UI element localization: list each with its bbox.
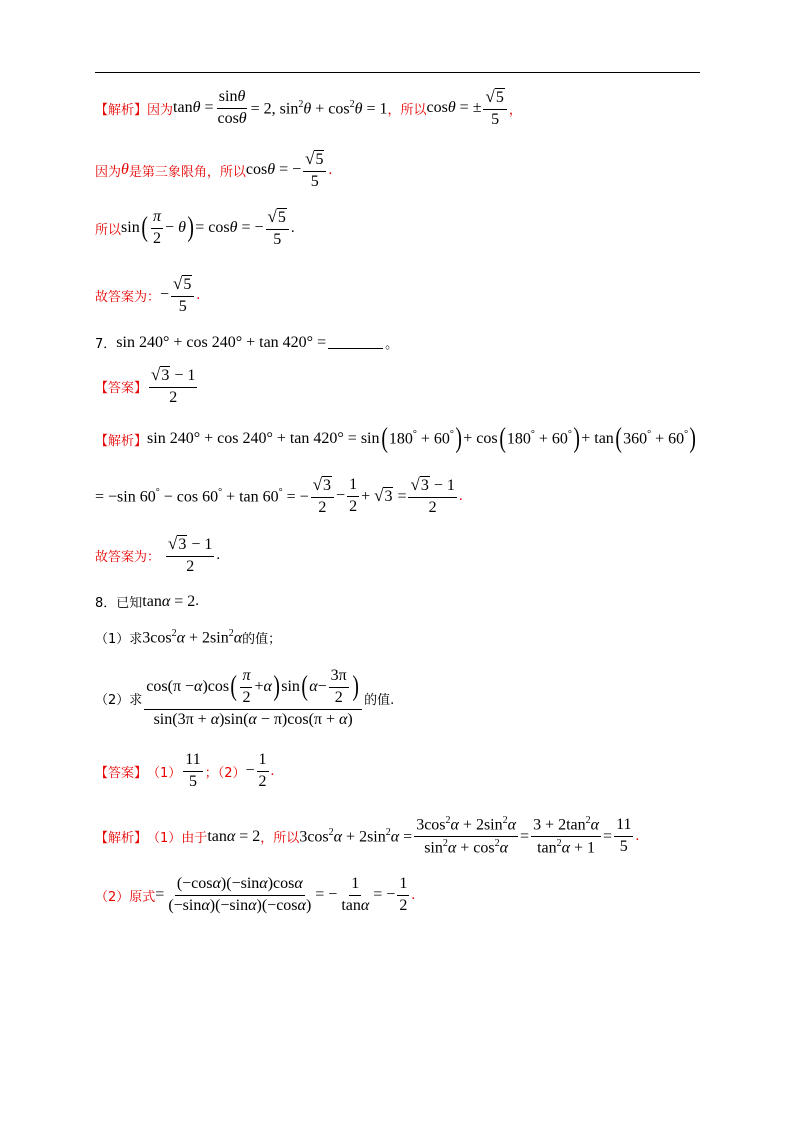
- q8-part-1: （1）求 $3\cos^2\alpha + 2\sin^2\alpha$ 的值；: [95, 628, 282, 648]
- answer-line-6: 故答案为： − √ 5 5 .: [95, 274, 201, 315]
- answer-blank: [328, 336, 383, 349]
- q8-answer: 【答案】 （1） $\frac{11}{5}$ ；（2） − $\frac{1}{2}$ .: [95, 751, 275, 790]
- q8-solution-2: （2）原式 = $\frac{(-\cos\alpha)(-\sin\alpha)\cos\alpha}{(-\sin\alpha)(-\sin\alpha)(-\cos\alpha)}$ = − $\frac{1}{\tan\alpha}$ = − $\frac{1}{2}$ .: [95, 875, 416, 914]
- solution-line-1: 【解析】 因为 tanθ = $\frac{\sin\theta}{\cos\theta}$ = 2, $\sin^2\theta + \cos^2\theta = 1$ ，所以 cosθ = ± √ 5 5 ，: [95, 87, 522, 128]
- text-suoyi: ，所以: [387, 102, 427, 118]
- q7-solution-1: 【解析】 sin 240° + cos 240° + tan 420° = sin ( 180° + 60° ) + cos ( 180° + 60° ) + tan ( 360° + 60° ): [95, 423, 697, 454]
- q7-answer: 【答案】 √ 3 − 1 2: [95, 365, 196, 406]
- q7-solution-2: = −sin 60° − cos 60° + tan 60° = − √ 3 2 − $\frac{1}{2}$ + √ 3 = √ 3 − 1 2 .: [95, 475, 463, 516]
- question-7: 7． sin 240° + cos 240° + tan 420° = 。: [95, 333, 399, 352]
- header-rule: [95, 72, 700, 73]
- question-8: 8．已知 tanα = 2 .: [95, 592, 200, 611]
- solution-line-2: 因为 θ 是第三象限角，所以 cosθ = − √ 5 5 .: [95, 149, 333, 190]
- solution-line-3: 所以 sin ( $\frac{\pi}{2}$ − θ ) = cosθ = − √ 5 5 .: [95, 207, 295, 248]
- text-yinwei: 因为: [147, 102, 174, 118]
- q8-part-2: （2）求 cos(π − α )cos ( $\frac{\pi}{2}$ + α ) sin ( α − $\frac{3\pi}{2}$ ) sin(3π + α)sin(α − π)cos(π + α) 的值.: [95, 667, 395, 728]
- jiexi-label: 【解析】: [95, 102, 148, 118]
- q8-solution-1: 【解析】 （1） 由于 tanα = 2 ，所以 $3\cos^2\alpha + 2\sin^2\alpha$ = $\frac{3\cos^2\alpha + 2\sin^2\alpha}{\sin^2\alpha + \cos^2\alpha}$ = $\frac{3 + 2\tan^2\alpha}{\tan^2\alpha + 1}$ = $\frac{11}{5}$ .: [95, 815, 640, 857]
- q7-final: 故答案为： √ 3 − 1 2 .: [95, 534, 221, 575]
